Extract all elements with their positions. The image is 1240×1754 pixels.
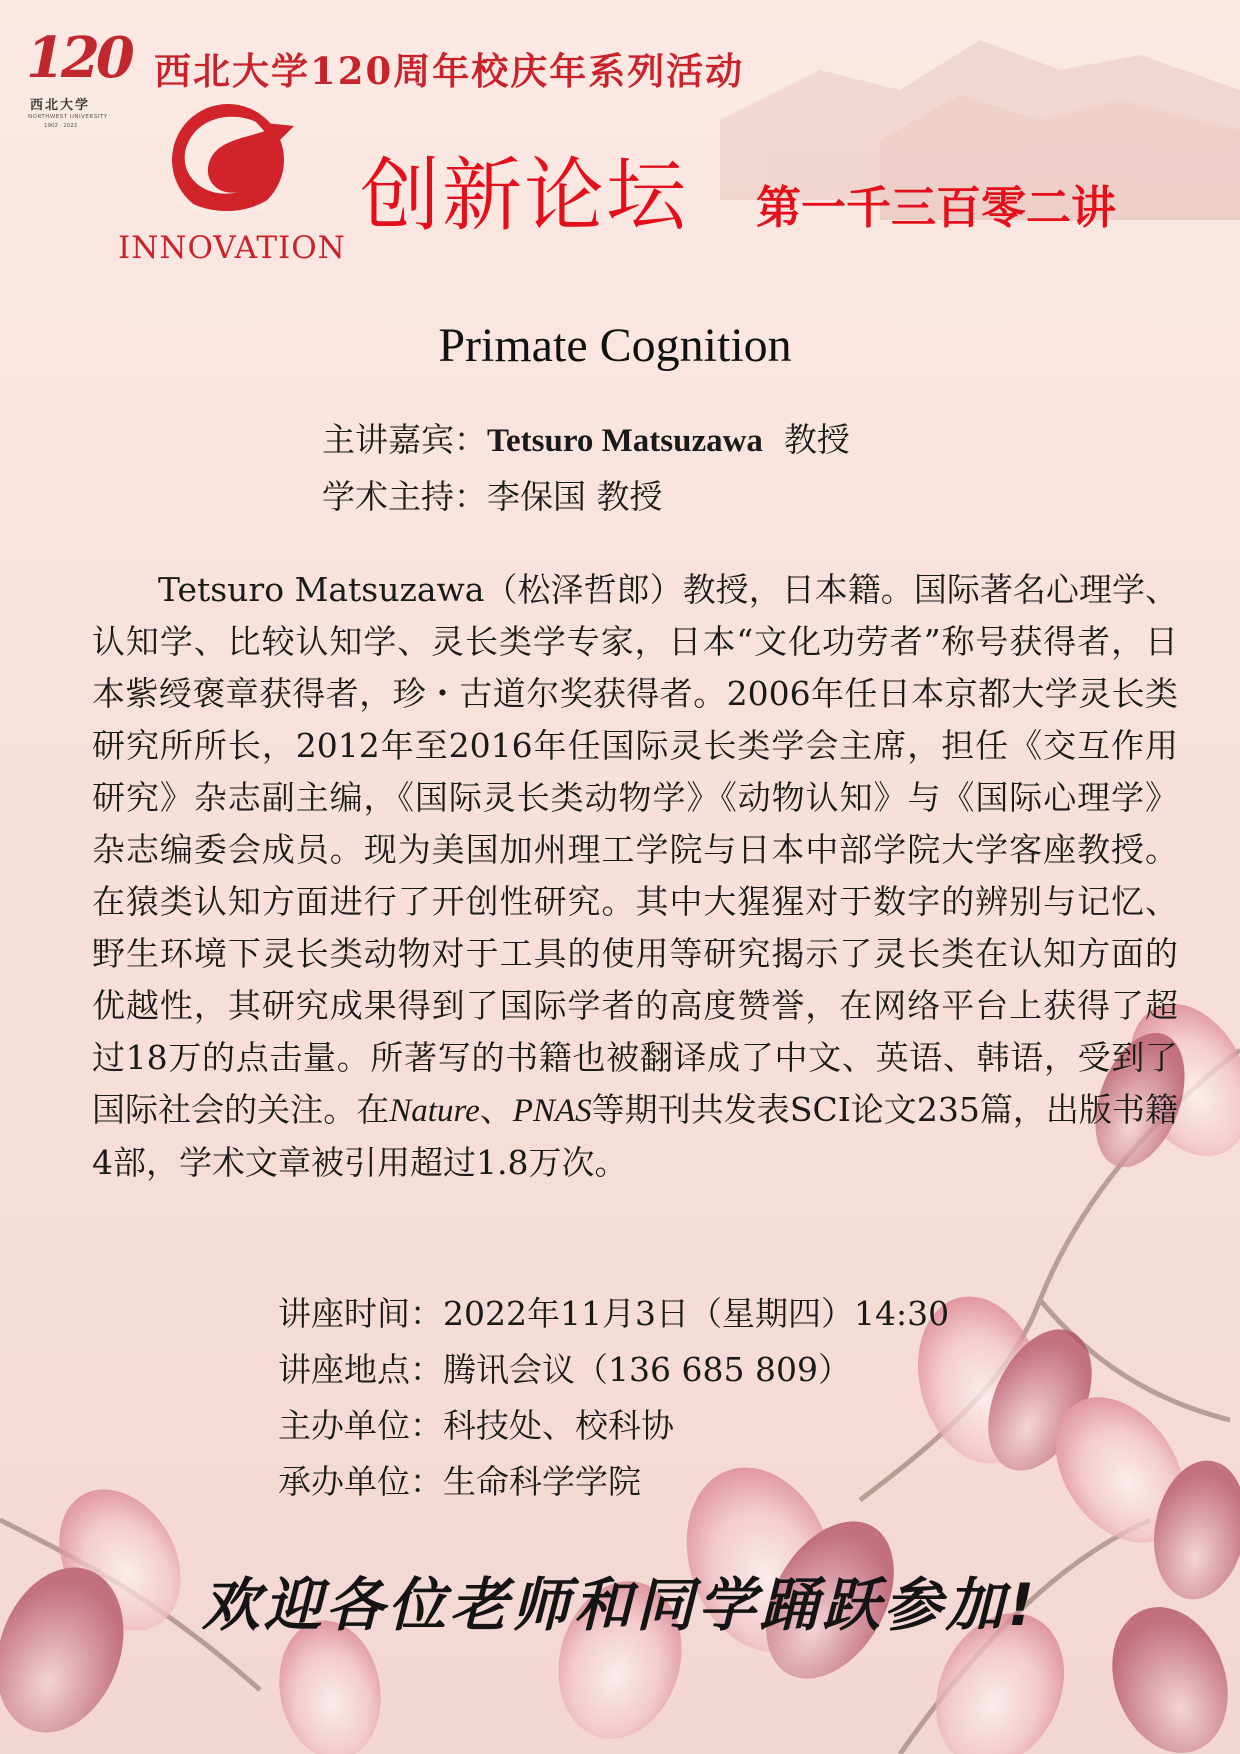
detail-location	[278, 1342, 949, 1398]
university-name-en: NORTHWEST UNIVERSITY	[28, 114, 108, 120]
detail-label: 讲座地点：	[278, 1350, 443, 1389]
detail-label: 主办单位：	[278, 1406, 443, 1445]
detail-label: 承办单位：	[278, 1462, 443, 1501]
university-name-cn: 西北大学	[30, 98, 91, 113]
bio-separator: 、	[479, 1090, 513, 1129]
detail-value: 2022年11月3日（星期四）14:30	[443, 1294, 950, 1333]
host-text: 李保国 教授	[487, 477, 663, 516]
lecture-details	[278, 1286, 949, 1510]
anniversary-logo	[26, 25, 131, 134]
speaker-name: Tetsuro Matsuzawa	[487, 423, 763, 459]
journal-nature: Nature	[389, 1093, 480, 1129]
detail-value: 科技处、校科协	[443, 1406, 674, 1445]
speaker-title: 教授	[783, 420, 850, 459]
series-title: 西北大学120周年校庆年系列活动	[154, 49, 745, 93]
detail-organizer	[278, 1398, 949, 1454]
detail-value: 生命科学学院	[443, 1462, 641, 1501]
lecture-topic: Primate Cognition	[438, 319, 792, 372]
speaker-block	[322, 412, 850, 525]
detail-undertaker	[278, 1454, 949, 1510]
speaker-label: 主讲嘉宾：	[322, 420, 487, 459]
welcome-message: 欢迎各位老师和同学踊跃参加!	[201, 1571, 1039, 1639]
detail-label: 讲座时间：	[278, 1294, 443, 1333]
host-line	[322, 469, 850, 525]
detail-value: 腾讯会议（136 685 809）	[443, 1350, 851, 1389]
speaker-bio	[92, 564, 1178, 1189]
forum-title: 创新论坛	[360, 149, 688, 242]
bio-part-1: Tetsuro Matsuzawa（松泽哲郎）教授，日本籍。国际著名心理学、认知学、比较认知学、灵长类学专家，日本“文化功劳者”称号获得者，日本紫绶褒章获得者，珍・古道尔奖获得者。2006年任日本京都大学灵长类研究所所长，2012年至2016年任国际灵长类学会主席，担任《交互作用研究》杂志副主编，《国际灵长类动物学》《动物认知》与《国际心理学》杂志编委会成员。现为美国加州理工学院与日本中部学院大学客座教授。在猿类认知方面进行了开创性研究。其中大猩猩对于数字的辨别与记忆、野生环境下灵长类动物对于工具的使用等研究揭示了灵长类在认知方面的优越性，其研究成果得到了国际学者的高度赞誉，在网络平台上获得了超过18万的点击量。所著写的书籍也被翻译成了中文、英语、韩语，受到了国际社会的关注。在	[92, 570, 1178, 1129]
bio-part-2: 等期刊共发表SCI论文235篇，出版书籍4部，学术文章被引用超过1.8万次。	[92, 1090, 1178, 1182]
detail-time	[278, 1286, 949, 1342]
host-label: 学术主持：	[322, 477, 487, 516]
lecture-number: 第一千三百零二讲	[756, 181, 1117, 234]
innovation-logo-text: INNOVATION	[118, 230, 346, 266]
anniversary-number: 120	[26, 25, 131, 91]
journal-pnas: PNAS	[512, 1093, 592, 1129]
anniversary-years: 1902 · 2022	[44, 123, 78, 129]
speaker-line	[322, 412, 850, 469]
